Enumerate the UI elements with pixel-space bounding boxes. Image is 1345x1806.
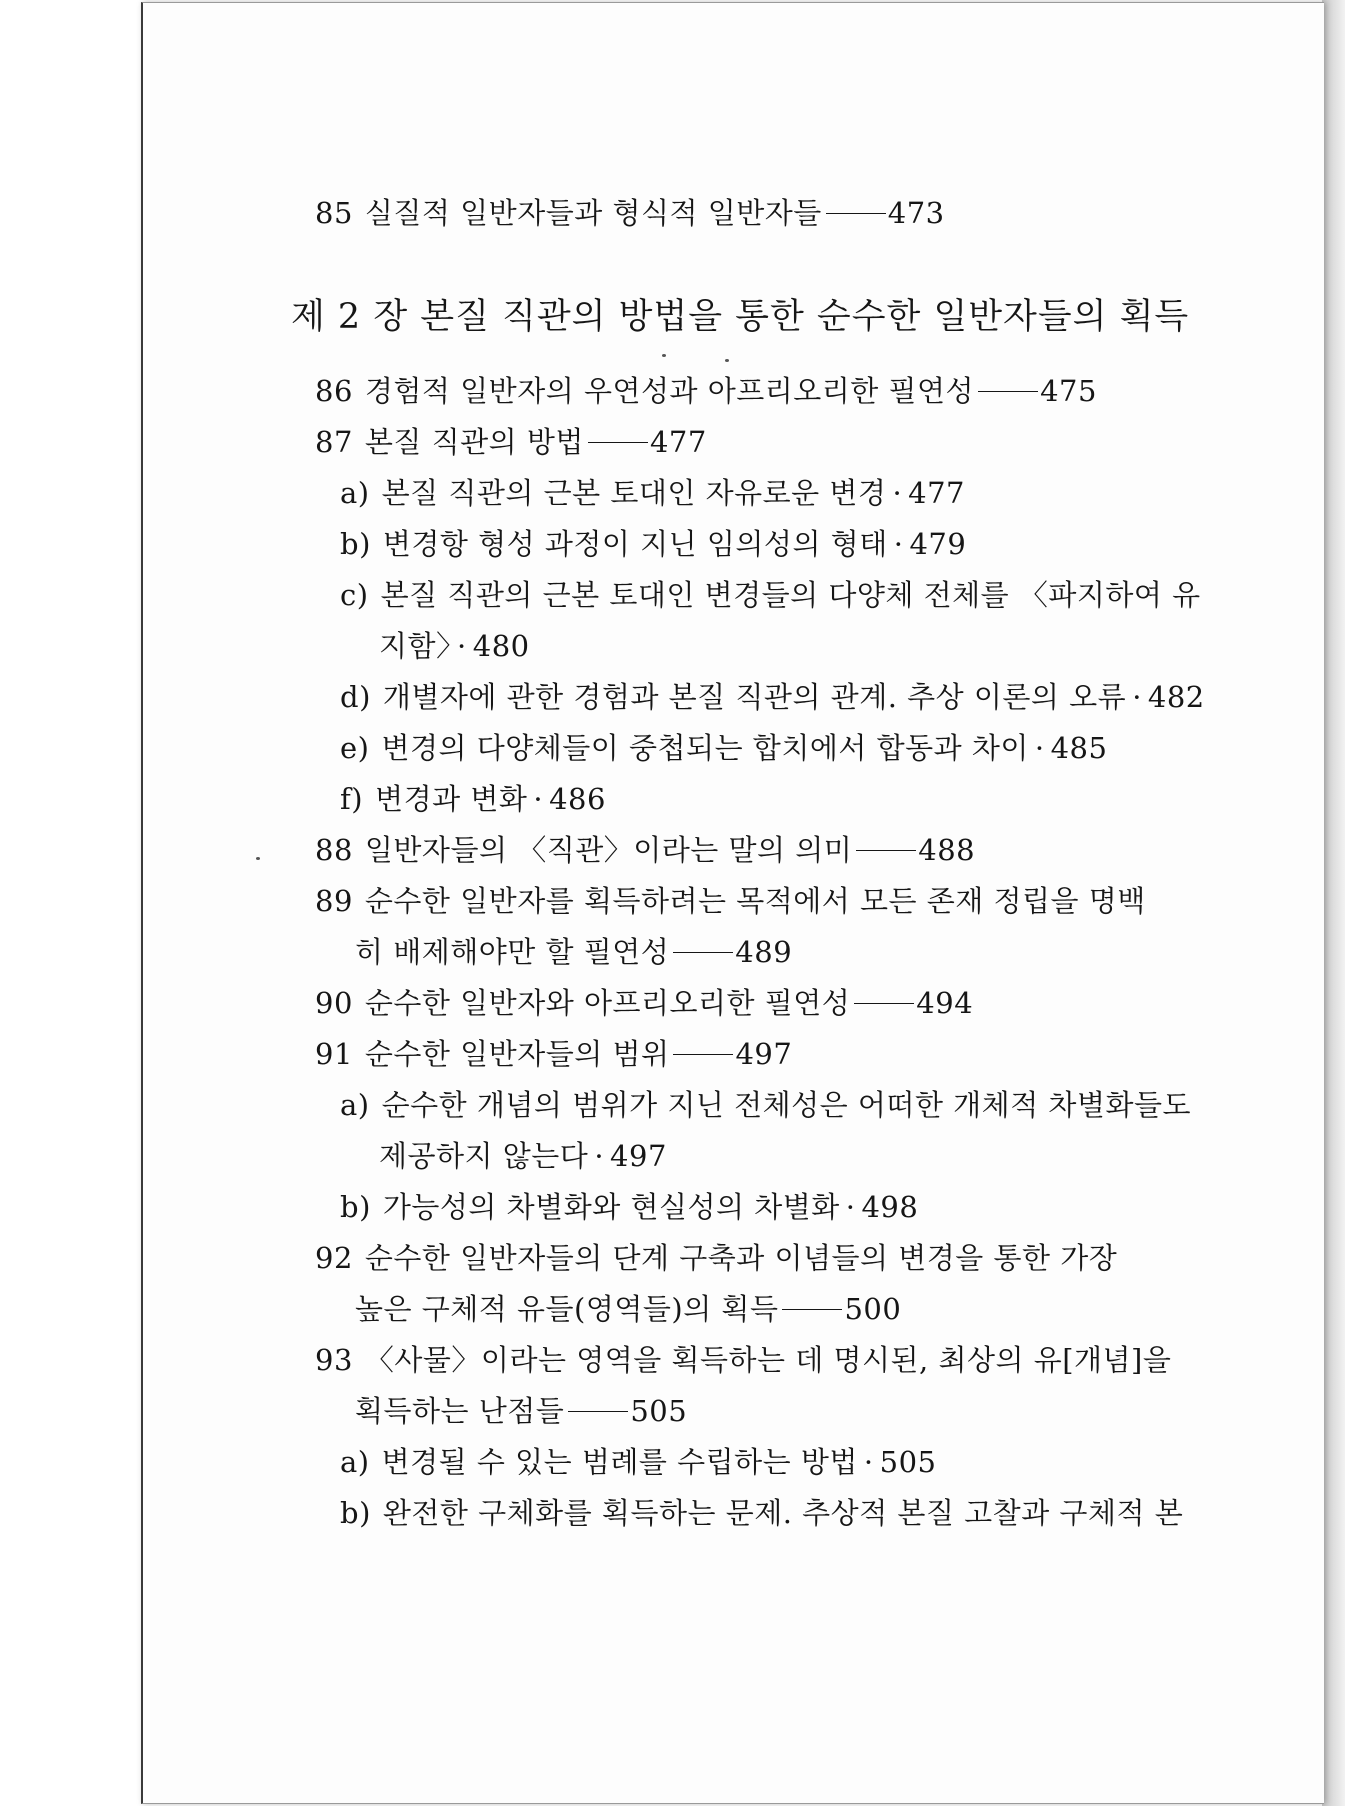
toc-entry-86: 86 경험적 일반자의 우연성과 아프리오리한 필연성 475 <box>315 374 1097 408</box>
toc-sub-87b: b) 변경항 형성 과정이 지닌 임의성의 형태 · 479 <box>340 527 967 561</box>
toc-sub-87c: c) 본질 직관의 근본 토대인 변경들의 다양체 전체를 〈파지하여 유 <box>340 578 1201 612</box>
toc-entry-89: 89 순수한 일반자를 획득하려는 목적에서 모든 존재 정립을 명백 <box>315 884 1146 918</box>
leader-dash <box>856 850 916 851</box>
book-page <box>141 2 1324 1804</box>
leader-dash <box>978 391 1038 392</box>
leader-dash <box>568 1411 628 1412</box>
scan-speck <box>725 359 729 362</box>
scan-speck <box>662 354 666 357</box>
toc-entry-92-cont: 높은 구체적 유들(영역들)의 획득 500 <box>355 1292 902 1326</box>
toc-sub-87e: e) 변경의 다양체들이 중첩되는 합치에서 합동과 차이 · 485 <box>340 731 1108 765</box>
toc-entry-89-cont: 히 배제해야만 할 필연성 489 <box>355 935 793 969</box>
toc-sub-91b: b) 가능성의 차별화와 현실성의 차별화 · 498 <box>340 1190 919 1224</box>
toc-entry-85: 85 실질적 일반자들과 형식적 일반자들 473 <box>315 196 945 230</box>
leader-dash <box>673 952 733 953</box>
toc-entry-88: 88 일반자들의 〈직관〉이라는 말의 의미 488 <box>315 833 976 867</box>
leader-dash <box>854 1003 914 1004</box>
toc-entry-93-cont: 획득하는 난점들 505 <box>355 1394 688 1428</box>
toc-sub-87f: f) 변경과 변화 · 486 <box>340 782 606 816</box>
page-edge-shadow <box>1322 0 1345 1806</box>
leader-dash <box>826 213 886 214</box>
toc-sub-93a: a) 변경될 수 있는 범례를 수립하는 방법 · 505 <box>340 1445 937 1479</box>
toc-sub-87d: d) 개별자에 관한 경험과 본질 직관의 관계. 추상 이론의 오류 · 482 <box>340 680 1205 714</box>
toc-sub-91a-cont: 제공하지 않는다 · 497 <box>379 1139 667 1173</box>
left-gutter <box>0 0 141 1806</box>
toc-sub-87c-cont: 지함〉 · 480 <box>379 629 530 663</box>
toc-sub-93b: b) 완전한 구체화를 획득하는 문제. 추상적 본질 고찰과 구체적 본 <box>340 1496 1184 1530</box>
chapter-heading: 제 2 장 본질 직관의 방법을 통한 순수한 일반자들의 획득 <box>291 297 1190 337</box>
toc-entry-93: 93 〈사물〉이라는 영역을 획득하는 데 명시된, 최상의 유[개념]을 <box>315 1343 1172 1377</box>
toc-entry-87: 87 본질 직관의 방법 477 <box>315 425 707 459</box>
toc-sub-91a: a) 순수한 개념의 범위가 지닌 전체성은 어떠한 개체적 차별화들도 <box>340 1088 1192 1122</box>
leader-dash <box>673 1054 733 1055</box>
leader-dash <box>588 442 648 443</box>
toc-entry-92: 92 순수한 일반자들의 단계 구축과 이념들의 변경을 통한 가장 <box>315 1241 1118 1275</box>
toc-sub-87a: a) 본질 직관의 근본 토대인 자유로운 변경 · 477 <box>340 476 966 510</box>
scan-speck <box>256 857 260 860</box>
toc-entry-91: 91 순수한 일반자들의 범위 497 <box>315 1037 793 1071</box>
toc-entry-90: 90 순수한 일반자와 아프리오리한 필연성 494 <box>315 986 974 1020</box>
leader-dash <box>782 1309 842 1310</box>
